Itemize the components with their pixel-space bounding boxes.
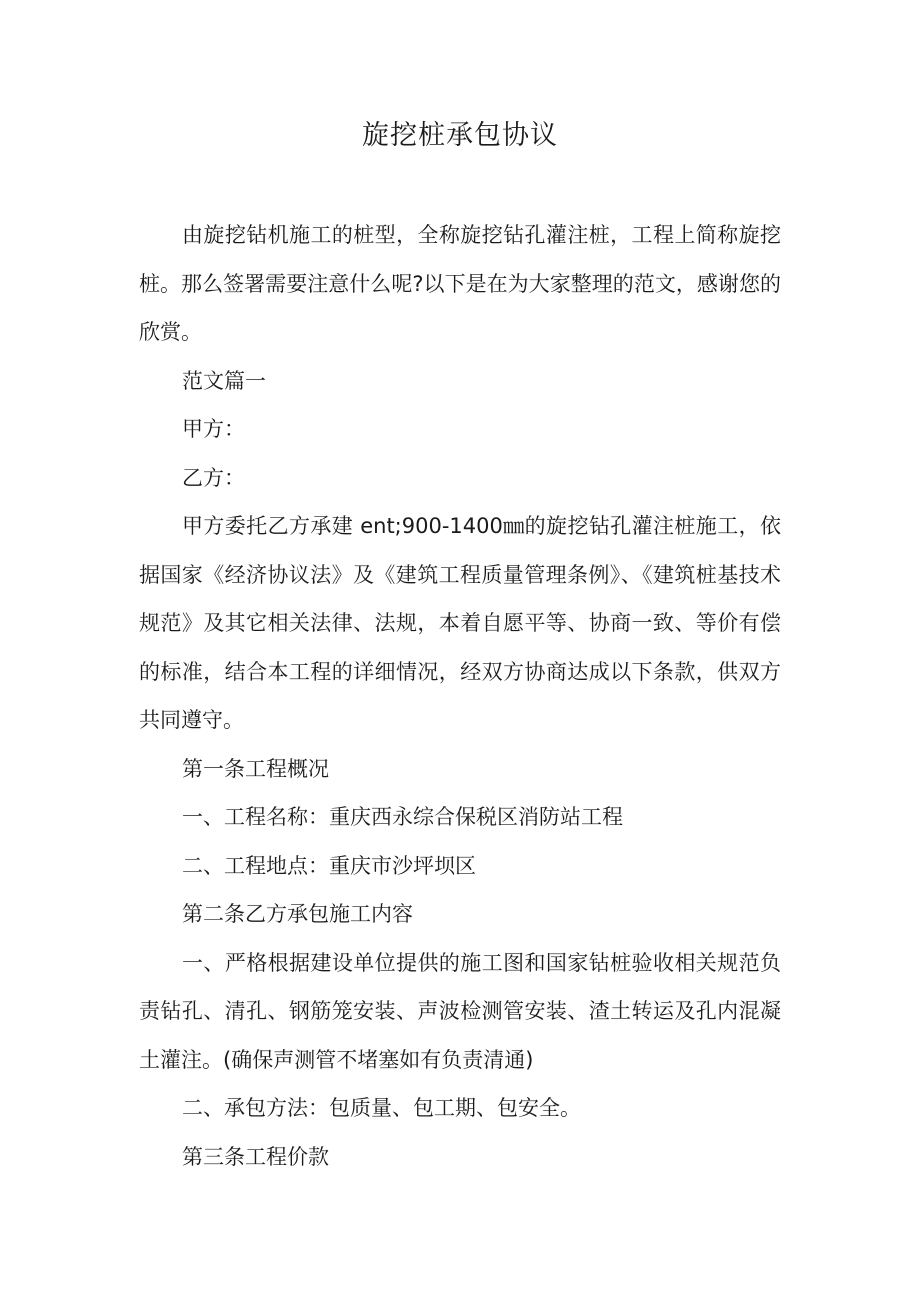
article-one-heading: 第一条工程概况 [182, 756, 329, 781]
party-b-line: 乙方： [182, 465, 245, 490]
article-three-heading: 第三条工程价款 [182, 1144, 329, 1169]
commission-paragraph: 甲方委托乙方承建 ent;900-1400㎜的旋挖钻孔灌注桩施工，依据国家《经济协议法》及《建筑工程质量管理条例》、《建筑桩基技术规范》及其它相关法律、法规，本着自愿平等、协商一致、等价有偿的标准，结合本工程的详细情况，经双方协商达成以下条款，供双方共同遵守。 [139, 514, 781, 732]
scope-paragraph: 一、严格根据建设单位提供的施工图和国家钻桩验收相关规范负责钻孔、清孔、钢筋笼安装、声波检测管安装、渣土转运及孔内混凝土灌注。(确保声测管不堵塞如有负责清通) [139, 950, 781, 1072]
intro-paragraph: 由旋挖钻机施工的桩型，全称旋挖钻孔灌注桩，工程上简称旋挖桩。那么签署需要注意什么呢?以下是在为大家整理的范文，感谢您的欣赏。 [139, 223, 781, 344]
document-body [139, 211, 781, 1181]
project-location-line: 二、工程地点：重庆市沙坪坝区 [182, 853, 476, 878]
document-title: 旋挖桩承包协议 [362, 120, 558, 151]
contract-method-line: 二、承包方法：包质量、包工期、包安全。 [182, 1096, 581, 1120]
article-two-heading: 第二条乙方承包施工内容 [182, 902, 413, 926]
section-heading-sample-one: 范文篇一 [182, 368, 266, 393]
project-name-line: 一、工程名称：重庆西永综合保税区消防站工程 [182, 805, 623, 829]
party-a-line: 甲方： [182, 417, 245, 441]
